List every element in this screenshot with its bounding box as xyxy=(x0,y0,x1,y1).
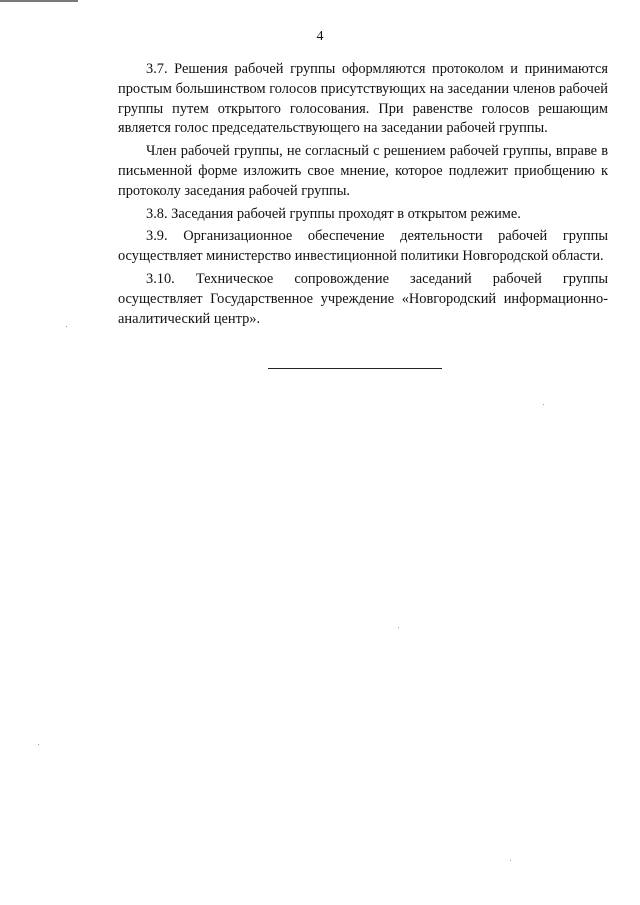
paragraph-3-9: 3.9. Организационное обеспечение деятельности рабочей группы осуществляет министерство инвестиционной политики Новгородской области. xyxy=(118,228,608,265)
paragraph-3-8: 3.8. Заседания рабочей группы проходят в открытом режиме. xyxy=(146,205,521,222)
scan-speck xyxy=(398,627,399,628)
scan-speck xyxy=(38,744,39,745)
scan-speck xyxy=(543,404,544,405)
page-number: 4 xyxy=(316,29,324,44)
paragraph-member-dissent: Член рабочей группы, не согласный с решением рабочей группы, вправе в письменной форме изложить свое мнение, которое подлежит приобщению к протоколу заседания рабочей группы. xyxy=(118,143,608,199)
scan-speck xyxy=(66,326,67,327)
scan-edge-mark xyxy=(0,0,78,2)
end-of-document-line xyxy=(268,368,442,369)
document-body xyxy=(118,60,608,329)
paragraph-3-10: 3.10. Техническое сопровождение заседаний рабочей группы осуществляет Государственное учреждение «Новгородский информационно-аналитический центр». xyxy=(118,270,608,327)
scan-speck xyxy=(510,860,511,861)
paragraph-3-7: 3.7. Решения рабочей группы оформляются протоколом и принимаются простым большинством голосов присутствующих на заседании членов рабочей группы путем открытого голосования. При равенстве голосов решающим является голос председательствующего на заседании рабочей группы. xyxy=(118,61,608,137)
